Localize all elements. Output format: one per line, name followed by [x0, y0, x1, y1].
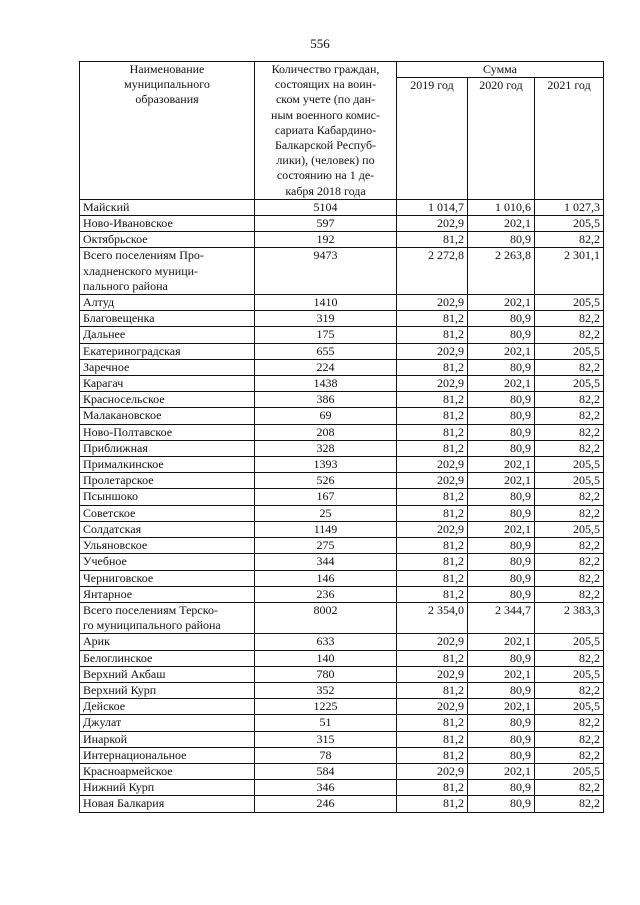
cell-count: 1393 [255, 457, 397, 473]
cell-count: 346 [255, 780, 397, 796]
cell-count: 9473 [255, 248, 397, 295]
cell-count: 344 [255, 554, 397, 570]
table-row [80, 376, 604, 392]
cell-name-line: Новая Балкария [83, 796, 165, 811]
cell-name-line: Благовещенка [83, 311, 155, 326]
table-row [80, 248, 604, 295]
cell-count: 1410 [255, 295, 397, 311]
header-year-2021: 2021 год [535, 78, 604, 200]
cell-sum-2019: 202,9 [397, 699, 468, 715]
cell-sum-2020: 202,1 [468, 216, 535, 232]
header-year-2019: 2019 год [397, 78, 468, 200]
cell-name [80, 408, 255, 424]
cell-name [80, 650, 255, 666]
cell-name [80, 699, 255, 715]
cell-name-line: Пролетарское [83, 473, 154, 488]
cell-name [80, 602, 255, 633]
header-count-line: Количество граждан, [271, 62, 380, 76]
cell-name-line: Дальнее [83, 327, 126, 342]
cell-sum-2021: 2 301,1 [535, 248, 604, 295]
cell-sum-2021: 2 383,3 [535, 602, 604, 633]
cell-count: 236 [255, 586, 397, 602]
cell-count: 69 [255, 408, 397, 424]
cell-sum-2020: 80,9 [468, 232, 535, 248]
table-row [80, 763, 604, 779]
cell-sum-2021: 82,2 [535, 731, 604, 747]
table-header [80, 62, 604, 200]
table-row [80, 634, 604, 650]
cell-count: 584 [255, 763, 397, 779]
cell-sum-2019: 81,2 [397, 570, 468, 586]
table-row [80, 586, 604, 602]
cell-name-line: Советское [83, 505, 136, 520]
cell-sum-2020: 202,1 [468, 295, 535, 311]
cell-name-line: Ново-Полтавское [83, 424, 173, 439]
cell-sum-2020: 80,9 [468, 311, 535, 327]
header-name-line: Наименование [129, 62, 205, 76]
header-count-line: состоящих на воин- [274, 77, 377, 92]
cell-sum-2021: 82,2 [535, 408, 604, 424]
cell-sum-2021: 205,5 [535, 457, 604, 473]
cell-sum-2019: 81,2 [397, 505, 468, 521]
cell-sum-2020: 202,1 [468, 343, 535, 359]
cell-name-line: Арик [83, 634, 110, 649]
cell-sum-2021: 82,2 [535, 311, 604, 327]
cell-sum-2019: 1 014,7 [397, 199, 468, 215]
cell-sum-2021: 82,2 [535, 232, 604, 248]
cell-sum-2021: 205,5 [535, 216, 604, 232]
cell-sum-2020: 80,9 [468, 747, 535, 763]
cell-name-line: Малакановское [83, 408, 162, 423]
header-name-line: образования [135, 92, 199, 107]
table-row [80, 715, 604, 731]
cell-sum-2019: 81,2 [397, 311, 468, 327]
cell-count: 78 [255, 747, 397, 763]
table-row [80, 408, 604, 424]
cell-sum-2019: 81,2 [397, 554, 468, 570]
cell-count: 315 [255, 731, 397, 747]
cell-name [80, 763, 255, 779]
header-count-line: лики), (человек) по [276, 153, 375, 168]
cell-sum-2021: 205,5 [535, 634, 604, 650]
cell-sum-2021: 82,2 [535, 554, 604, 570]
cell-name-line: Дейское [83, 699, 126, 714]
cell-name [80, 747, 255, 763]
cell-count: 192 [255, 232, 397, 248]
table-row [80, 473, 604, 489]
table-row [80, 602, 604, 633]
cell-name [80, 666, 255, 682]
cell-sum-2021: 82,2 [535, 682, 604, 698]
table-row [80, 232, 604, 248]
cell-name [80, 682, 255, 698]
cell-sum-2019: 202,9 [397, 457, 468, 473]
table-row [80, 327, 604, 343]
cell-name [80, 424, 255, 440]
cell-sum-2019: 81,2 [397, 715, 468, 731]
cell-sum-2021: 205,5 [535, 521, 604, 537]
header-count-line: состоянию на 1 де- [276, 168, 375, 183]
table-row [80, 440, 604, 456]
header-count-line: ным военного комис- [271, 107, 380, 122]
cell-sum-2021: 82,2 [535, 424, 604, 440]
cell-sum-2021: 82,2 [535, 570, 604, 586]
table-row [80, 392, 604, 408]
cell-name [80, 570, 255, 586]
cell-sum-2021: 82,2 [535, 796, 604, 812]
cell-sum-2021: 82,2 [535, 359, 604, 375]
cell-name-line: хладненского муници- [83, 263, 199, 278]
cell-sum-2019: 81,2 [397, 650, 468, 666]
header-year-2020: 2020 год [468, 78, 535, 200]
cell-name-line: Карагач [83, 376, 124, 391]
cell-sum-2021: 205,5 [535, 376, 604, 392]
cell-sum-2019: 81,2 [397, 327, 468, 343]
cell-name [80, 473, 255, 489]
cell-count: 1225 [255, 699, 397, 715]
cell-name-line: Октябрьское [83, 232, 148, 247]
cell-sum-2019: 81,2 [397, 440, 468, 456]
cell-name [80, 376, 255, 392]
cell-sum-2019: 81,2 [397, 586, 468, 602]
cell-sum-2020: 80,9 [468, 408, 535, 424]
table-row [80, 650, 604, 666]
cell-sum-2021: 82,2 [535, 747, 604, 763]
cell-sum-2020: 80,9 [468, 731, 535, 747]
cell-name-line: Инаркой [83, 731, 128, 746]
cell-sum-2019: 2 272,8 [397, 248, 468, 295]
cell-count: 8002 [255, 602, 397, 633]
cell-count: 5104 [255, 199, 397, 215]
cell-sum-2019: 81,2 [397, 780, 468, 796]
cell-sum-2021: 82,2 [535, 489, 604, 505]
cell-name-line: Ново-Ивановское [83, 216, 173, 231]
cell-sum-2019: 202,9 [397, 376, 468, 392]
cell-name-line: Приближная [83, 440, 148, 455]
cell-sum-2019: 202,9 [397, 763, 468, 779]
cell-name-line: Красносельское [83, 392, 165, 407]
header-count-line: кабря 2018 года [285, 183, 366, 198]
cell-sum-2020: 80,9 [468, 586, 535, 602]
cell-sum-2020: 202,1 [468, 473, 535, 489]
cell-name-line: Верхний Курп [83, 682, 157, 697]
table-row [80, 570, 604, 586]
cell-count: 526 [255, 473, 397, 489]
cell-name-line: Прималкинское [83, 457, 164, 472]
cell-name [80, 715, 255, 731]
cell-name-line: Белоглинское [83, 650, 153, 665]
header-name-line: муниципального [124, 77, 210, 92]
cell-sum-2020: 80,9 [468, 715, 535, 731]
cell-sum-2019: 81,2 [397, 489, 468, 505]
cell-name [80, 327, 255, 343]
cell-sum-2021: 82,2 [535, 650, 604, 666]
cell-sum-2021: 82,2 [535, 505, 604, 521]
cell-sum-2020: 80,9 [468, 392, 535, 408]
cell-name [80, 780, 255, 796]
cell-sum-2021: 82,2 [535, 392, 604, 408]
cell-sum-2020: 202,1 [468, 457, 535, 473]
cell-sum-2019: 202,9 [397, 216, 468, 232]
cell-name [80, 199, 255, 215]
cell-sum-2020: 202,1 [468, 666, 535, 682]
cell-sum-2021: 82,2 [535, 440, 604, 456]
cell-count: 1149 [255, 521, 397, 537]
cell-sum-2019: 202,9 [397, 634, 468, 650]
table-row [80, 359, 604, 375]
cell-count: 386 [255, 392, 397, 408]
cell-name [80, 343, 255, 359]
table-row [80, 666, 604, 682]
cell-name [80, 232, 255, 248]
cell-name [80, 554, 255, 570]
cell-sum-2021: 205,5 [535, 666, 604, 682]
cell-name [80, 796, 255, 812]
cell-name [80, 216, 255, 232]
cell-sum-2019: 2 354,0 [397, 602, 468, 633]
cell-sum-2020: 2 263,8 [468, 248, 535, 295]
cell-name-line: Алтуд [83, 295, 115, 310]
cell-name-line: Учебное [83, 554, 127, 569]
cell-name-line: Всего поселениям Про- [83, 248, 204, 263]
cell-sum-2020: 80,9 [468, 424, 535, 440]
cell-sum-2021: 205,5 [535, 763, 604, 779]
cell-sum-2019: 202,9 [397, 343, 468, 359]
cell-sum-2021: 82,2 [535, 538, 604, 554]
cell-count: 208 [255, 424, 397, 440]
table-body [80, 199, 604, 812]
cell-name-line: Заречное [83, 359, 130, 374]
cell-name-line: Джулат [83, 715, 122, 730]
cell-sum-2021: 82,2 [535, 586, 604, 602]
table-row [80, 343, 604, 359]
cell-sum-2019: 202,9 [397, 295, 468, 311]
cell-name [80, 248, 255, 295]
cell-sum-2020: 202,1 [468, 634, 535, 650]
table-row [80, 699, 604, 715]
cell-sum-2019: 81,2 [397, 359, 468, 375]
cell-sum-2020: 2 344,7 [468, 602, 535, 633]
cell-sum-2019: 81,2 [397, 538, 468, 554]
page-number: 556 [310, 36, 330, 51]
cell-name-line: го муниципального района [83, 618, 221, 633]
cell-name-line: Интернациональное [83, 747, 187, 762]
cell-sum-2020: 80,9 [468, 359, 535, 375]
cell-sum-2020: 80,9 [468, 538, 535, 554]
cell-sum-2020: 80,9 [468, 650, 535, 666]
cell-count: 655 [255, 343, 397, 359]
cell-name-line: Всего поселениям Терско- [83, 602, 218, 617]
table-row [80, 747, 604, 763]
cell-sum-2020: 1 010,6 [468, 199, 535, 215]
cell-name [80, 538, 255, 554]
cell-count: 780 [255, 666, 397, 682]
cell-sum-2019: 202,9 [397, 521, 468, 537]
cell-name-line: Псыншоко [83, 489, 138, 504]
cell-sum-2019: 81,2 [397, 796, 468, 812]
header-sum: Сумма [397, 62, 604, 78]
cell-count: 1438 [255, 376, 397, 392]
table-row [80, 311, 604, 327]
table-row [80, 295, 604, 311]
cell-sum-2020: 202,1 [468, 699, 535, 715]
cell-sum-2020: 202,1 [468, 376, 535, 392]
cell-sum-2021: 205,5 [535, 473, 604, 489]
cell-name-line: Янтарное [83, 586, 133, 601]
header-count-line: Балкарской Респуб- [274, 138, 377, 153]
table-row [80, 216, 604, 232]
table-row [80, 199, 604, 215]
cell-count: 51 [255, 715, 397, 731]
cell-name [80, 295, 255, 311]
cell-sum-2021: 205,5 [535, 295, 604, 311]
cell-sum-2019: 81,2 [397, 747, 468, 763]
cell-count: 224 [255, 359, 397, 375]
cell-sum-2019: 81,2 [397, 424, 468, 440]
table-row [80, 554, 604, 570]
cell-sum-2020: 80,9 [468, 440, 535, 456]
cell-sum-2021: 82,2 [535, 715, 604, 731]
cell-name [80, 392, 255, 408]
cell-name [80, 505, 255, 521]
cell-sum-2019: 81,2 [397, 392, 468, 408]
cell-sum-2021: 82,2 [535, 327, 604, 343]
cell-count: 275 [255, 538, 397, 554]
header-count-line: сариата Кабардино- [274, 122, 377, 137]
table-row [80, 780, 604, 796]
table-row [80, 424, 604, 440]
cell-sum-2020: 202,1 [468, 521, 535, 537]
cell-name [80, 521, 255, 537]
header-count [255, 62, 397, 200]
cell-sum-2019: 81,2 [397, 682, 468, 698]
cell-name-line: Черниговское [83, 570, 154, 585]
table-row [80, 731, 604, 747]
header-name [80, 62, 255, 200]
cell-sum-2019: 81,2 [397, 408, 468, 424]
cell-sum-2019: 81,2 [397, 731, 468, 747]
cell-sum-2020: 80,9 [468, 682, 535, 698]
table-row [80, 457, 604, 473]
cell-name-line: Майский [83, 199, 130, 214]
cell-name [80, 586, 255, 602]
cell-sum-2021: 1 027,3 [535, 199, 604, 215]
table-row [80, 489, 604, 505]
table-row [80, 682, 604, 698]
cell-name-line: Солдатская [83, 521, 142, 536]
cell-name [80, 634, 255, 650]
cell-sum-2021: 205,5 [535, 343, 604, 359]
cell-sum-2019: 202,9 [397, 666, 468, 682]
allocation-table [79, 61, 604, 813]
cell-name [80, 359, 255, 375]
cell-count: 328 [255, 440, 397, 456]
cell-name-line: пального района [83, 278, 168, 293]
table-row [80, 538, 604, 554]
cell-count: 167 [255, 489, 397, 505]
cell-count: 140 [255, 650, 397, 666]
cell-name-line: Красноармейское [83, 763, 173, 778]
cell-count: 25 [255, 505, 397, 521]
cell-sum-2020: 80,9 [468, 505, 535, 521]
header-count-line: ском учете (по дан- [275, 92, 376, 107]
cell-name [80, 457, 255, 473]
cell-count: 175 [255, 327, 397, 343]
cell-sum-2021: 205,5 [535, 699, 604, 715]
cell-sum-2019: 81,2 [397, 232, 468, 248]
table-row [80, 796, 604, 812]
cell-count: 352 [255, 682, 397, 698]
cell-name-line: Ульяновское [83, 538, 148, 553]
cell-count: 319 [255, 311, 397, 327]
cell-count: 597 [255, 216, 397, 232]
cell-count: 633 [255, 634, 397, 650]
table-row [80, 521, 604, 537]
cell-sum-2020: 80,9 [468, 554, 535, 570]
cell-name [80, 440, 255, 456]
cell-sum-2020: 80,9 [468, 570, 535, 586]
cell-sum-2020: 202,1 [468, 763, 535, 779]
cell-sum-2020: 80,9 [468, 327, 535, 343]
cell-name [80, 489, 255, 505]
cell-sum-2020: 80,9 [468, 489, 535, 505]
cell-name-line: Екатериноградская [83, 343, 181, 358]
cell-count: 146 [255, 570, 397, 586]
cell-name-line: Нижний Курп [83, 780, 155, 795]
cell-sum-2020: 80,9 [468, 780, 535, 796]
table-row [80, 505, 604, 521]
cell-sum-2021: 82,2 [535, 780, 604, 796]
cell-name-line: Верхний Акбаш [83, 666, 166, 681]
cell-name [80, 731, 255, 747]
cell-name [80, 311, 255, 327]
header-row-top [80, 62, 604, 78]
cell-sum-2019: 202,9 [397, 473, 468, 489]
cell-sum-2020: 80,9 [468, 796, 535, 812]
cell-count: 246 [255, 796, 397, 812]
